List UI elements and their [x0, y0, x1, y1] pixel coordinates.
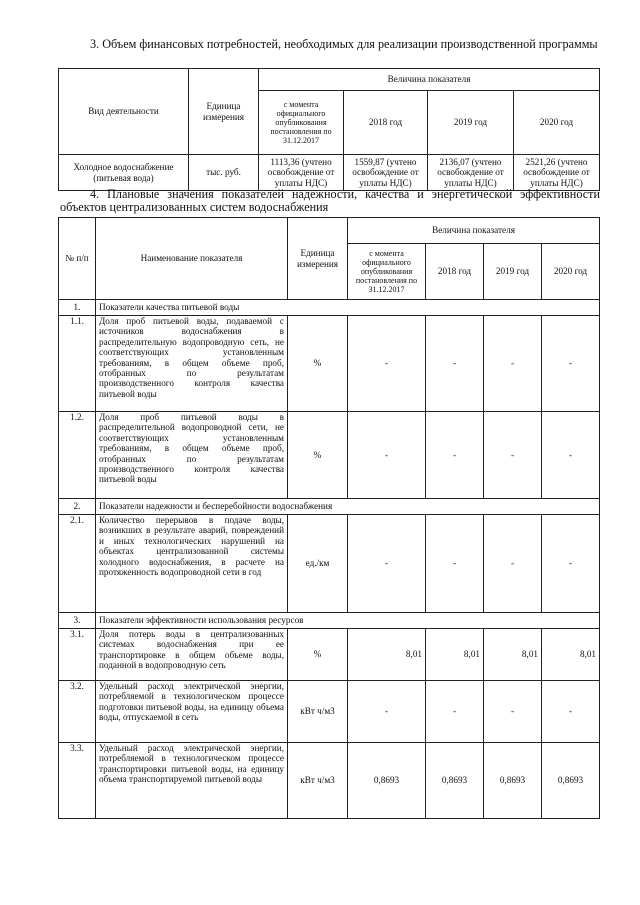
- row-2020: -: [542, 681, 600, 743]
- row-2018: -: [426, 412, 484, 499]
- header-num: № п/п: [59, 218, 96, 300]
- row-unit: %: [288, 316, 348, 412]
- header-name: Наименование показателя: [96, 218, 288, 300]
- group-title: Показатели качества питьевой воды: [96, 300, 600, 316]
- row-unit: ед./км: [288, 515, 348, 613]
- row-2020: -: [542, 515, 600, 613]
- row-2018: 8,01: [426, 629, 484, 681]
- row-name: Количество перерывов в подаче воды, возникших в результате аварий, повреждений и иных технологических нарушений на объектах централизованной системы холодного водоснабжения, в расчете на протяженность водопроводной сети в год: [96, 515, 288, 613]
- group-num: 2.: [59, 499, 96, 515]
- row-2018: -: [426, 316, 484, 412]
- table-cell-since: 1113,36 (учтено освобождение от уплаты НДС): [259, 155, 344, 191]
- group-title: Показатели надежности и бесперебойности водоснабжения: [96, 499, 600, 515]
- row-2020: -: [542, 316, 600, 412]
- header-2018: 2018 год: [344, 91, 428, 155]
- header-2018: 2018 год: [426, 244, 484, 300]
- row-name: Доля проб питьевой воды, подаваемой с источников водоснабжения в распределительную водопроводную сеть, не соответствующих установленным требованиям, в общем объеме проб, отобранных по результатам производственного контроля качества питьевой воды: [96, 316, 288, 412]
- row-name: Удельный расход электрической энергии, потребляемой в технологическом процессе транспортировки питьевой воды, на единицу объема транспортируемой питьевой воды: [96, 743, 288, 819]
- table-cell-unit: тыс. руб.: [189, 155, 259, 191]
- header-value: Величина показателя: [259, 69, 600, 91]
- row-since: -: [348, 515, 426, 613]
- table-cell-2020: 2521,26 (учтено освобождение от уплаты НДС): [514, 155, 600, 191]
- table-cell-2019: 2136,07 (учтено освобождение от уплаты НДС): [428, 155, 514, 191]
- row-2020: 8,01: [542, 629, 600, 681]
- row-name: Доля проб питьевой воды в распределительной водопроводной сети, не соответствующих установленным требованиям, в общем объеме проб, отобранных по результатам производственного контроля качества питьевой воды: [96, 412, 288, 499]
- row-2018: 0,8693: [426, 743, 484, 819]
- row-since: -: [348, 681, 426, 743]
- row-2019: -: [484, 412, 542, 499]
- row-unit: кВт ч/м3: [288, 681, 348, 743]
- row-since: 8,01: [348, 629, 426, 681]
- row-num: 2.1.: [59, 515, 96, 613]
- row-unit: %: [288, 629, 348, 681]
- row-name: Удельный расход электрической энергии, потребляемой в технологическом процессе подготовки питьевой воды, на единицу объема воды, отпускаемой в сеть: [96, 681, 288, 743]
- row-unit: %: [288, 412, 348, 499]
- header-2019: 2019 год: [484, 244, 542, 300]
- header-2019: 2019 год: [428, 91, 514, 155]
- row-2019: -: [484, 681, 542, 743]
- row-2019: -: [484, 316, 542, 412]
- header-unit: Единица измерения: [189, 69, 259, 155]
- row-unit: кВт ч/м3: [288, 743, 348, 819]
- row-2019: 8,01: [484, 629, 542, 681]
- group-title: Показатели эффективности использования ресурсов: [96, 613, 600, 629]
- row-2020: -: [542, 412, 600, 499]
- row-since: -: [348, 412, 426, 499]
- row-num: 3.3.: [59, 743, 96, 819]
- row-num: 1.1.: [59, 316, 96, 412]
- header-2020: 2020 год: [514, 91, 600, 155]
- row-since: 0,8693: [348, 743, 426, 819]
- header-unit: Единица измерения: [288, 218, 348, 300]
- row-2019: 0,8693: [484, 743, 542, 819]
- section3-heading: 3. Объем финансовых потребностей, необходимых для реализации производственной программы: [90, 37, 598, 51]
- group-num: 3.: [59, 613, 96, 629]
- header-since: с момента официального опубликования постановления по 31.12.2017: [259, 91, 344, 155]
- financial-needs-table: [58, 68, 600, 191]
- header-since: с момента официального опубликования постановления по 31.12.2017: [348, 244, 426, 300]
- table-cell-activity: Холодное водоснабжение (питьевая вода): [59, 155, 189, 191]
- section4-heading: 4. Плановые значения показателей надежности, качества и энергетической эффективности объектов централизованных систем водоснабжения: [60, 187, 600, 214]
- header-value: Величина показателя: [348, 218, 600, 244]
- row-2018: -: [426, 515, 484, 613]
- row-2020: 0,8693: [542, 743, 600, 819]
- row-2018: -: [426, 681, 484, 743]
- table-cell-2018: 1559,87 (учтено освобождение от уплаты НДС): [344, 155, 428, 191]
- row-num: 1.2.: [59, 412, 96, 499]
- header-activity: Вид деятельности: [59, 69, 189, 155]
- row-num: 3.1.: [59, 629, 96, 681]
- group-num: 1.: [59, 300, 96, 316]
- row-num: 3.2.: [59, 681, 96, 743]
- row-2019: -: [484, 515, 542, 613]
- header-2020: 2020 год: [542, 244, 600, 300]
- row-name: Доля потерь воды в централизованных системах водоснабжения при ее транспортировке в общем объеме воды, поданной в водопроводную сеть: [96, 629, 288, 681]
- indicators-table: [58, 217, 600, 819]
- row-since: -: [348, 316, 426, 412]
